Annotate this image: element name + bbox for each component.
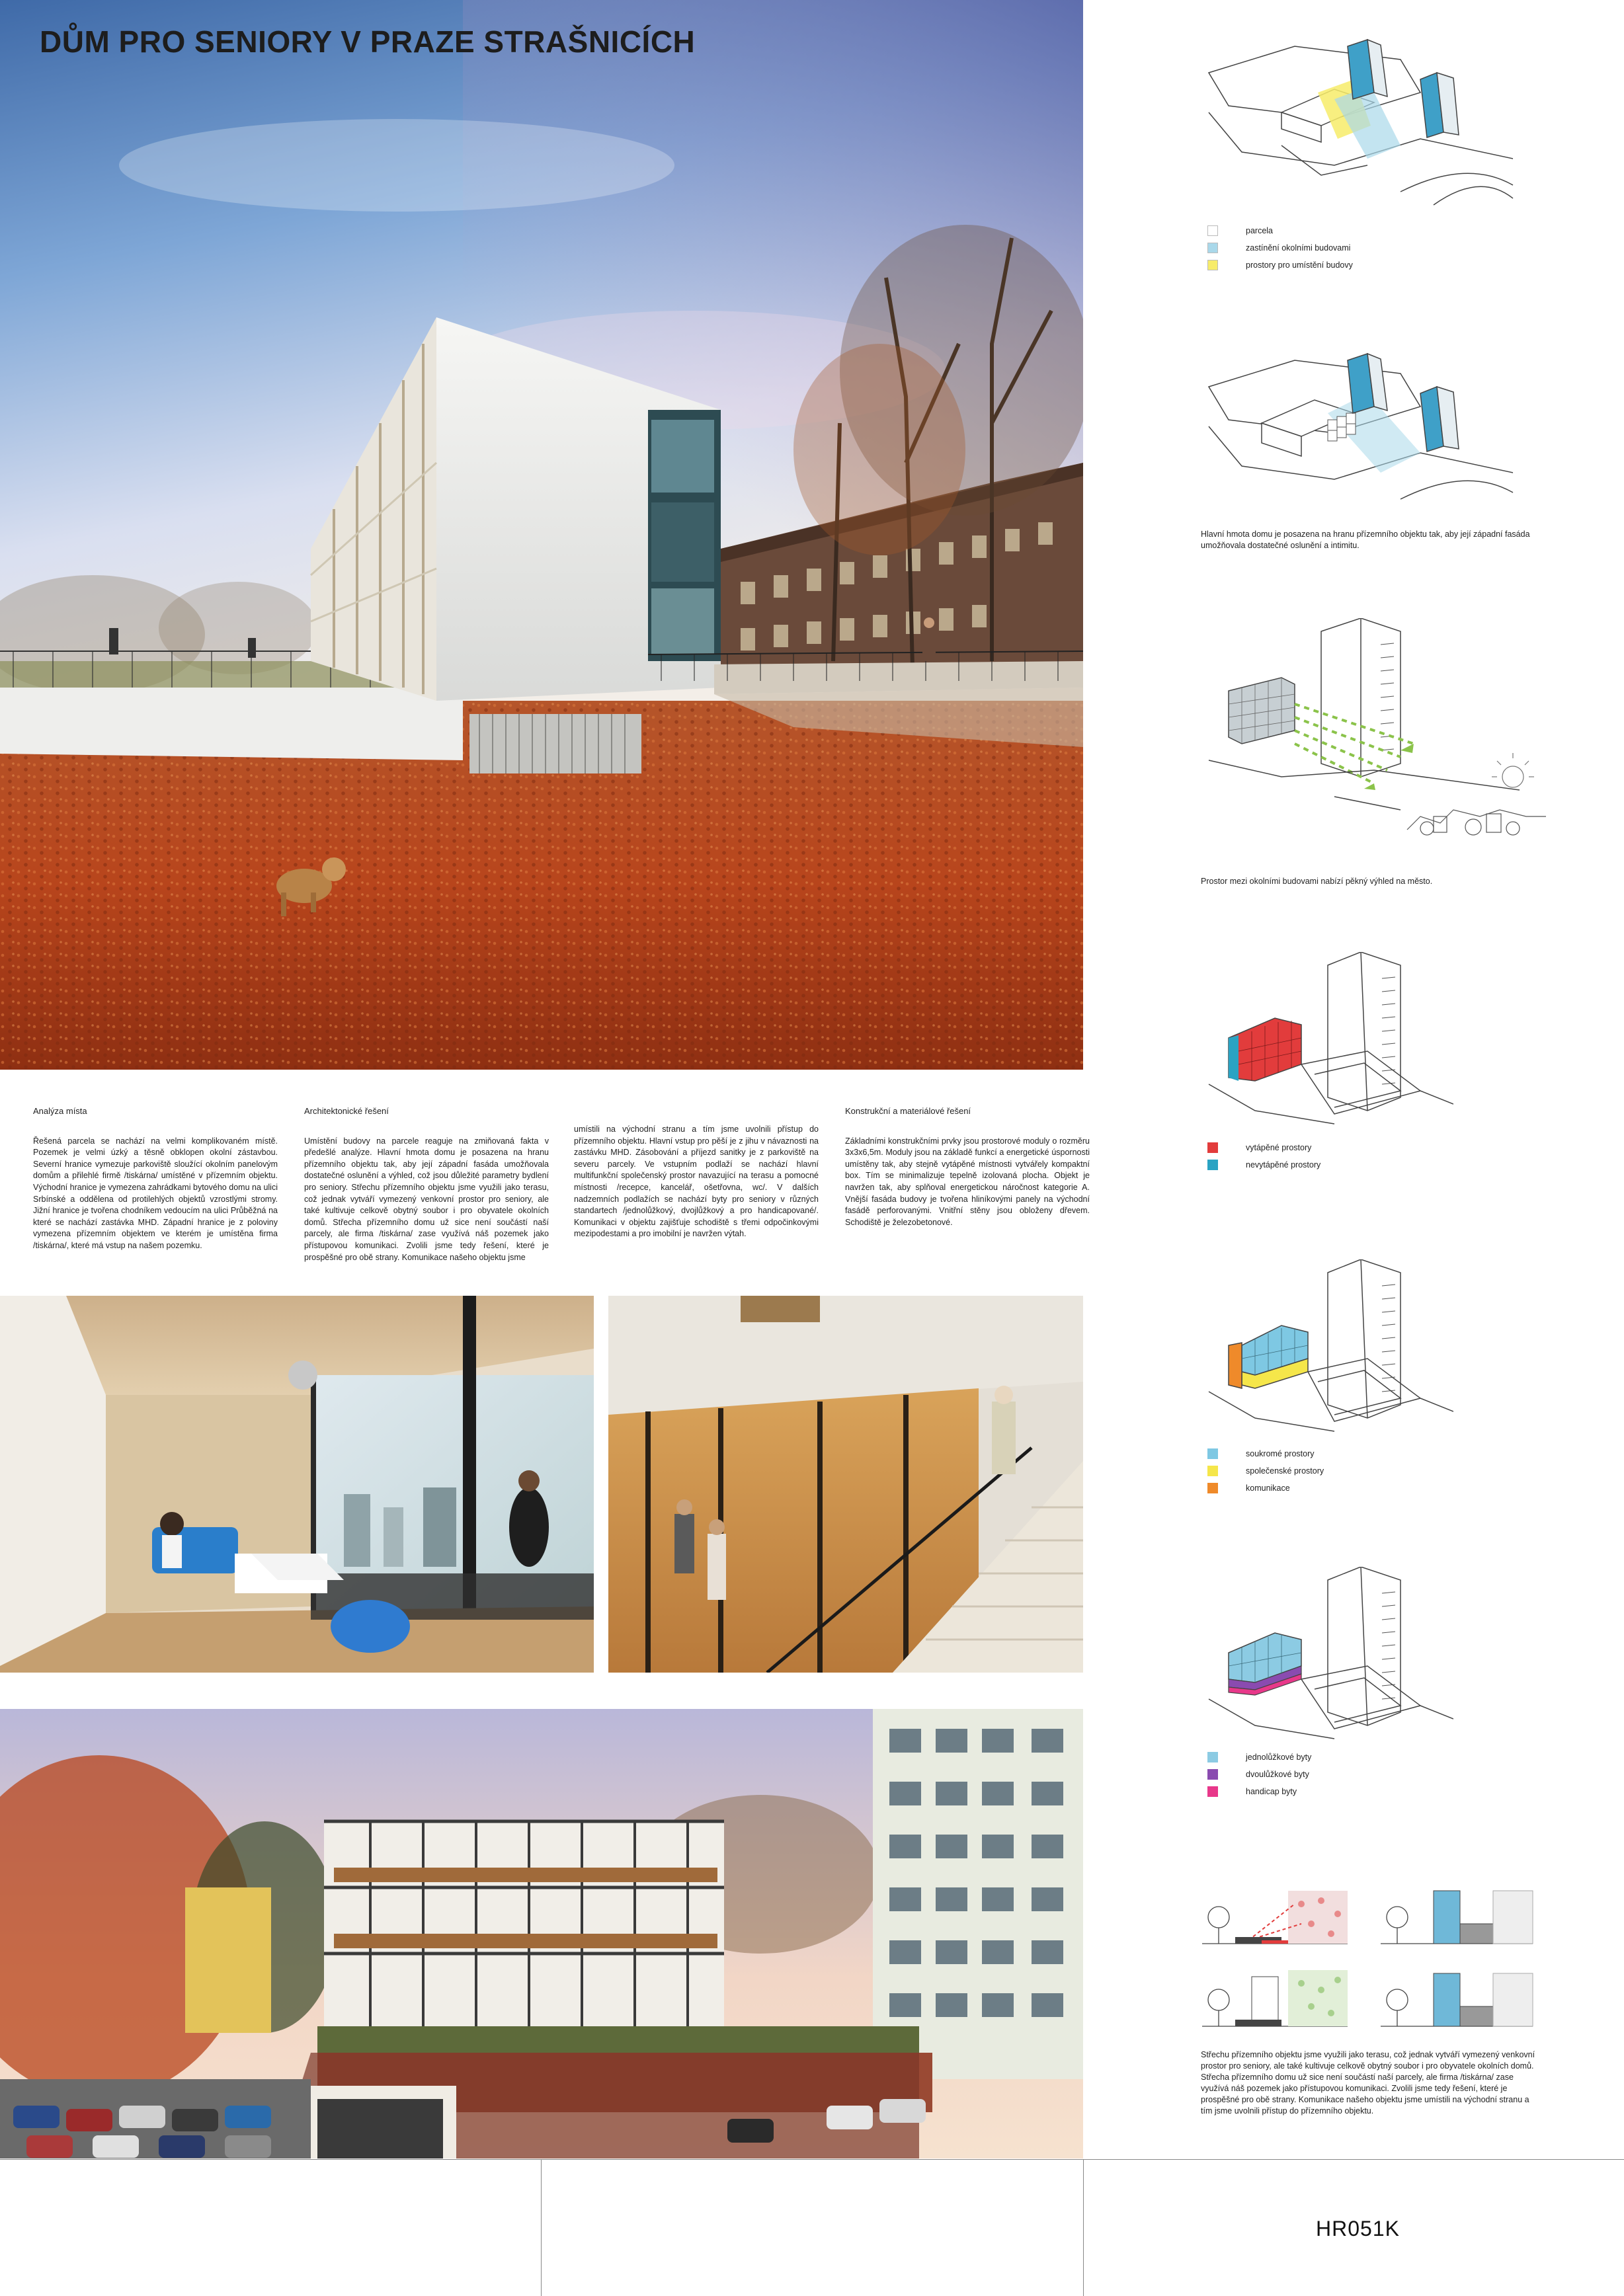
site-diagram-2 [1202,347,1520,512]
text-column-architecture-continued [574,1124,819,1240]
legend-label: jednolůžkové byty [1246,1753,1312,1762]
legend-item [1207,257,1353,274]
footer-divider [1083,2159,1084,2296]
text-column-construction [845,1105,1090,1228]
legend-label: prostory pro umístění budovy [1246,260,1353,270]
apartment-types-diagram [1202,1567,1453,1745]
interior-render-stairs [608,1296,1083,1673]
legend-item [1207,1139,1320,1156]
legend-item [1207,1783,1311,1800]
text-column-architecture [304,1105,549,1263]
legend-label: soukromé prostory [1246,1449,1315,1458]
legend-apartments [1207,1749,1311,1800]
legend-item [1207,1445,1324,1462]
section-heading: Architektonické řešení [304,1106,389,1116]
caption-diagram-3: Prostor mezi okolními budovami nabízí pěkný výhled na město. [1201,877,1433,886]
legend-swatch [1207,1448,1218,1459]
heating-diagram [1202,952,1453,1130]
caption-terrace: Střechu přízemního objektu jsme využili jako terasu, což jednak vytváří vymezený venkovní prostor pro seniory, ale také kultivuje celkově obytný soubor i pro obyvatele okolních domů. Střecha přízemního domu už sice není součástí naší parcely, ale firma /tiskárna/ zase využívá náš pozemek jako přístupovou komunikaci. Zvolili jsme tedy řešení, které je prospěšné pro obě strany. Komunikace našeho objektu jsme umístili na východní stranu a tím jsme uvolnili přístup do přízemního objektu. [1201,2050,1535,2116]
legend-swatch [1207,1142,1218,1153]
legend-item [1207,1156,1320,1173]
legend-swatch [1207,225,1218,236]
interior-render-apartment [0,1296,594,1673]
courtyard-render [0,1709,1083,2158]
legend-swatch [1207,1769,1218,1780]
legend-item [1207,239,1353,257]
legend-label: parcela [1246,226,1273,235]
footer-divider [541,2159,542,2296]
legend-swatch [1207,1466,1218,1476]
section-text: Řešená parcela se nachází na velmi komplikovaném místě. Pozemek je velmi úzký a těsně obklopen okolní zástavbou. Severní hranice vymezuje parkoviště sloužící okolním panelovým domům a přilehlé firmě /tiskárna/ umístěné v přízemním objektu. Východní hranice je vymezena zahrádkami bytového domu na ulici Srbínské a oddělena od protilehlých objektů vzrostlými stromy. Jižní hranice je tvořena chodníkem vedoucím na ulici Průběžná na které se nachází zastávka MHD. Západní hranice je z poloviny vymezena přízemním objektem ve kterém je umístěna firma /tiskárna/, které má vstup na našem pozemku. [33,1136,278,1250]
legend-swatch [1207,1160,1218,1170]
legend-label: vytápěné prostory [1246,1143,1312,1152]
project-code: HR051K [1316,2217,1400,2240]
legend-label: komunikace [1246,1484,1290,1493]
legend-label: zastínění okolními budovami [1246,243,1351,253]
legend-heating [1207,1139,1320,1173]
legend-label: dvoulůžkové byty [1246,1770,1309,1779]
text-column-analysis [33,1105,278,1252]
hero-render [0,0,1083,1070]
legend-label: nevytápěné prostory [1246,1160,1321,1169]
legend-label: společenské prostory [1246,1466,1324,1476]
legend-swatch [1207,243,1218,253]
legend-swatch [1207,1786,1218,1797]
site-diagram-1 [1202,33,1520,212]
page-title: DŮM PRO SENIORY V PRAZE STRAŠNICÍCH [40,24,696,59]
section-heading: Konstrukční a materiálové řešení [845,1106,971,1116]
legend-function [1207,1445,1324,1497]
view-diagram [1202,618,1546,863]
hero-exterior-image [0,0,1083,1070]
legend-item [1207,1462,1324,1480]
section-text: Základními konstrukčními prvky jsou prostorové moduly o rozměru 3x3x6,5m. Moduly jsou na základě funkcí a energetické úspornosti umístěny tak, aby stejně vytápěné místnosti vytvářely kompaktní box. Tím se minimalizuje tepelně izolovaná plocha. Objekt je navržen tak, aby splňoval energetickou náročnost kategorie A. Vnější fasáda budovy je tvořena hliníkovými panely na východní fasádě perforovanými. Vnitřní stěny jsou obloženy dřevem. Schodiště je železobetonové. [845,1136,1090,1227]
legend-swatch [1207,1752,1218,1762]
legend-item [1207,1749,1311,1766]
function-diagram [1202,1259,1453,1438]
section-text: umístili na východní stranu a tím jsme uvolnili přístup do přízemního objektu. Hlavní vstup pro pěší je z jihu v návaznosti na zastávku MHD. Zásobování a příjezd sanitky je z parkoviště na severu parcely. Ve vstupním podlaží se nachází hlavní multifunkční společenský prostor navazující na terasu a pomocné místnosti /recepce, kancelář, ošetřovna, wc/. V dalších nadzemních podlažích se nachází byty pro seniory v různých standartech /jednolůžkový, dvojlůžkový a pro handicapované/. Komunikaci v objektu zajišťuje schodiště s třemi odpočinkovými mezipodestami a pro imobilní je navržen výtah. [574,1125,819,1239]
legend-item [1207,1766,1311,1783]
terrace-section-diagrams [1196,1878,1539,2036]
section-text: Umístění budovy na parcele reaguje na zmiňovaná fakta v předešlé analýze. Hlavní hmota domu je posazena na hranu přízemního objektu tak, aby její západní fasáda umožňovala dostatečné oslunění a výhled, což jsou důležité parametry bydlení pro seniory. Střechu přízemního objektu jsme využili jako terasu, což jednak vytváří vymezený venkovní prostor pro seniory, ale také kultivuje celkově obytný soubor i pro obyvatele okolních domů. Střecha přízemního domu už sice není součástí naší parcely, ale firma /tiskárna/ zase využívá náš pozemek jako přístupovou komunikaci. Zvolili jsme tedy řešení, které je prospěšné pro obě strany. Komunikace našeho objektu jsme [304,1136,549,1262]
legend-site [1207,222,1353,274]
caption-diagram-2: Hlavní hmota domu je posazena na hranu přízemního objektu tak, aby její západní fasáda umožňovala dostatečné oslunění a intimitu. [1201,530,1530,550]
section-heading: Analýza místa [33,1106,87,1116]
legend-item [1207,1480,1324,1497]
legend-label: handicap byty [1246,1787,1297,1796]
legend-swatch [1207,1483,1218,1493]
legend-swatch [1207,260,1218,270]
legend-item [1207,222,1353,239]
